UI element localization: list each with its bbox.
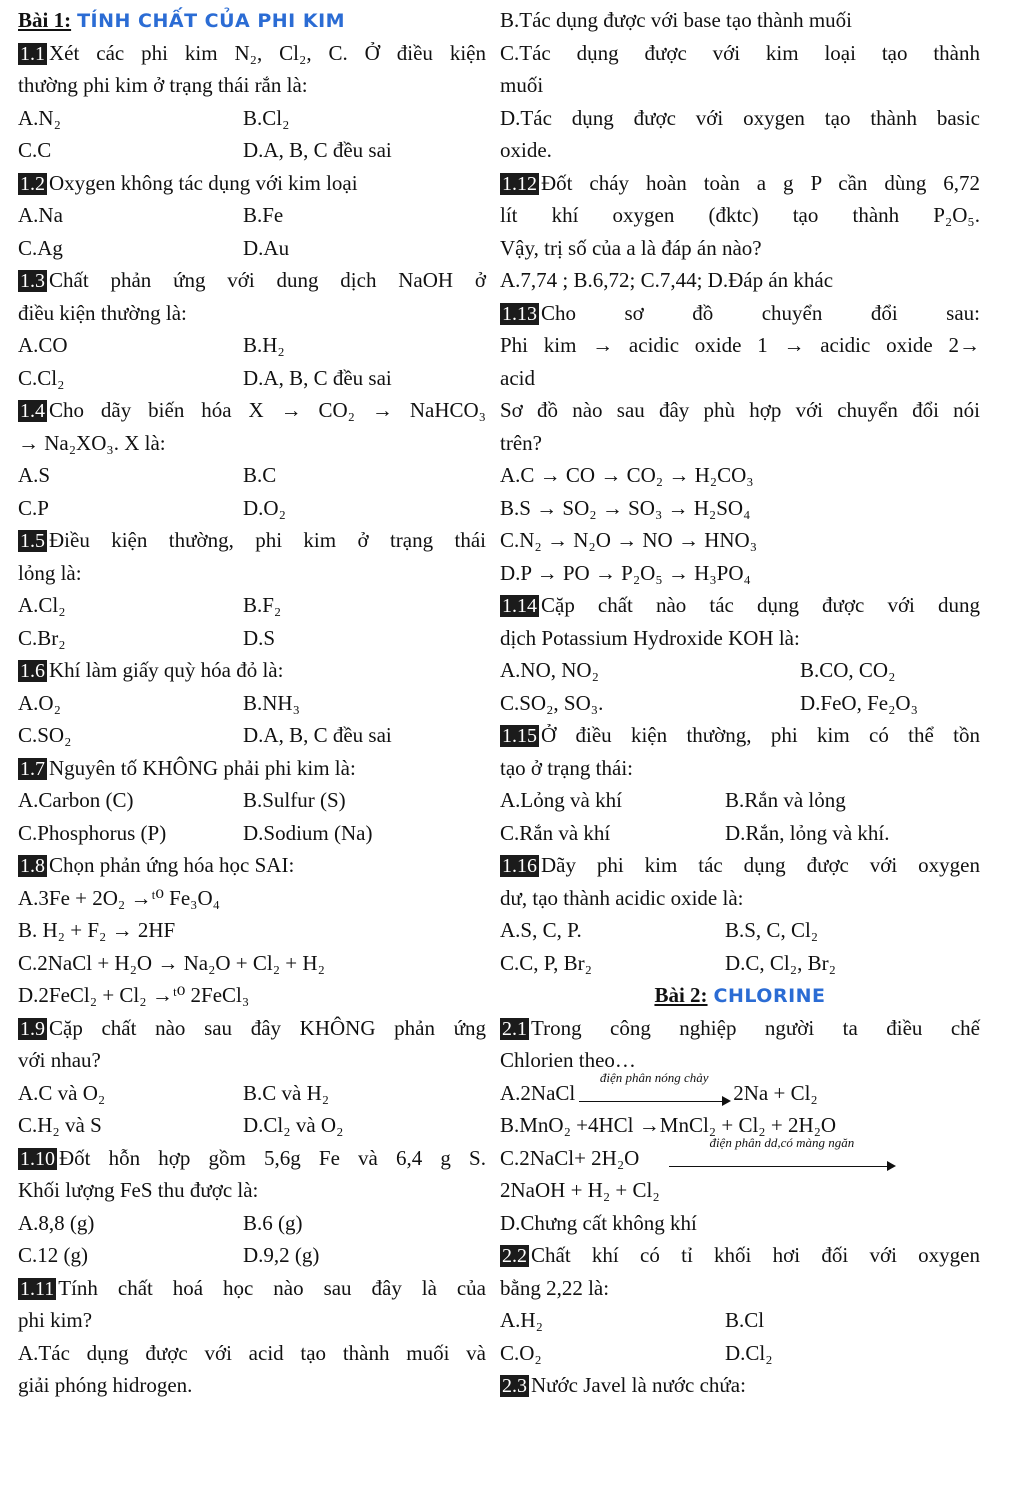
question-line bbox=[500, 199, 980, 232]
option-b: B.NH₃ bbox=[243, 690, 300, 715]
option-row bbox=[500, 784, 980, 817]
question-line bbox=[500, 849, 980, 882]
section-heading bbox=[18, 4, 486, 37]
question-line bbox=[500, 1044, 980, 1077]
option-row bbox=[500, 654, 980, 687]
option-a: A.C và O₂ bbox=[18, 1080, 106, 1105]
question-text: Cặp chất nào sau đây KHÔNG phản ứng bbox=[49, 1015, 486, 1040]
question-text: Tính chất hoá học nào sau đây là của bbox=[58, 1275, 486, 1300]
question-line bbox=[18, 524, 486, 557]
question-number: 1.8 bbox=[20, 855, 45, 877]
question-line bbox=[18, 557, 486, 590]
option-b: D.Cl₂ và O₂ bbox=[243, 1113, 344, 1137]
text-line: trên? bbox=[500, 430, 542, 455]
option-row bbox=[18, 329, 486, 362]
option-b: B.CO, CO₂ bbox=[800, 658, 896, 682]
option-a: C.Cl₂ bbox=[18, 365, 65, 390]
text-line: B.MnO₂ +4HCl →MnCl₂ + Cl₂ + 2H₂O bbox=[500, 1113, 837, 1137]
text-line: C.N₂ → N₂O → NO → HNO₃ bbox=[500, 528, 758, 552]
option-row bbox=[18, 1109, 486, 1142]
option-a: C.C bbox=[18, 138, 52, 162]
question-number: 1.10 bbox=[20, 1147, 55, 1170]
question-line bbox=[500, 1272, 980, 1305]
question-line bbox=[500, 1012, 980, 1045]
question-number: 2.3 bbox=[502, 1375, 527, 1397]
question-text: Nguyên tố KHÔNG phải phi kim là: bbox=[49, 755, 356, 780]
option-row bbox=[18, 817, 486, 850]
question-text: Phi kim → acidic oxide 1 → acidic oxide 2→ bbox=[500, 333, 980, 357]
text-line: 2NaOH + H₂ + Cl₂ bbox=[500, 1178, 660, 1202]
text-line: A.3Fe + 2O₂ →ᵗ⁰ Fe₃O₄ bbox=[18, 885, 220, 910]
text-line: A.Tác dụng được với acid tạo thành muối và bbox=[18, 1340, 486, 1365]
question-text: Đốt cháy hoàn toàn a g P cần dùng 6,72 bbox=[541, 170, 980, 195]
question-number: 1.13 bbox=[502, 302, 537, 325]
question-text: Chlorien theo… bbox=[500, 1048, 636, 1072]
option-row bbox=[18, 1077, 486, 1110]
question-line bbox=[18, 1142, 486, 1175]
question-number: 1.4 bbox=[20, 400, 45, 422]
section-label: Bài 2: bbox=[654, 983, 708, 1007]
question-number: 1.1 bbox=[20, 42, 45, 65]
option-a: C.12 (g) bbox=[18, 1243, 88, 1267]
arrow-condition: điện phân dd,có màng ngăn bbox=[709, 1134, 855, 1150]
question-text: với nhau? bbox=[18, 1048, 101, 1072]
text-line: C.Tác dụng được với kim loại tạo thành bbox=[500, 40, 980, 65]
option-b: D.S bbox=[243, 625, 276, 650]
option-a: A.H₂ bbox=[500, 1308, 543, 1332]
question-line bbox=[18, 427, 486, 460]
option-row bbox=[18, 784, 486, 817]
question-line bbox=[18, 1174, 486, 1207]
option-row bbox=[18, 1239, 486, 1272]
option-b: D.O₂ bbox=[243, 495, 286, 520]
option-b: B.Cl₂ bbox=[243, 105, 290, 130]
option-a: A.S, C, P. bbox=[500, 918, 582, 942]
option-row bbox=[18, 492, 486, 525]
option-a: A.8,8 (g) bbox=[18, 1210, 95, 1235]
question-number: 1.16 bbox=[502, 855, 537, 877]
question-text: Chọn phản ứng hóa học SAI: bbox=[49, 853, 295, 877]
question-line bbox=[500, 297, 980, 330]
question-text: phi kim? bbox=[18, 1308, 93, 1332]
question-text: Cặp chất nào tác dụng được với dung bbox=[541, 593, 980, 617]
question-text: → Na₂XO₃. X là: bbox=[18, 430, 166, 455]
question-text: lít khí oxygen (đktc) tạo thành P₂O₅. bbox=[500, 203, 980, 227]
option-a: C.Ag bbox=[18, 235, 63, 260]
question-number: 1.2 bbox=[20, 172, 45, 195]
question-number: 1.14 bbox=[502, 595, 537, 617]
question-line bbox=[500, 752, 980, 785]
option-b: B.C và H₂ bbox=[243, 1080, 330, 1105]
question-line bbox=[18, 654, 486, 687]
option-row bbox=[18, 362, 486, 395]
option-a: C.Br₂ bbox=[18, 625, 66, 650]
question-number: 2.1 bbox=[502, 1017, 527, 1040]
text-line: A.C → CO → CO₂ → H₂CO₃ bbox=[500, 463, 754, 487]
section-heading bbox=[500, 979, 980, 1012]
option-row bbox=[18, 1207, 486, 1240]
option-b: D.FeO, Fe₂O₃ bbox=[800, 690, 918, 715]
arrow-condition: điện phân nóng chảy bbox=[599, 1069, 709, 1085]
option-b: D.9,2 (g) bbox=[243, 1243, 320, 1267]
text-line: D.Tác dụng được với oxygen tạo thành basic bbox=[500, 105, 980, 130]
reaction-line bbox=[500, 1069, 980, 1110]
option-b: D.Au bbox=[243, 235, 290, 260]
question-number: 1.9 bbox=[20, 1017, 45, 1040]
text-line: B.Tác dụng được với base tạo thành muối bbox=[500, 8, 853, 32]
question-number: 1.3 bbox=[20, 270, 45, 292]
option-a: A.N₂ bbox=[18, 105, 61, 130]
question-text: Nước Javel là nước chứa: bbox=[531, 1373, 746, 1397]
question-text: lỏng là: bbox=[18, 560, 82, 585]
option-row bbox=[18, 719, 486, 752]
section-title: TÍNH CHẤT CỦA PHI KIM bbox=[77, 10, 346, 32]
question-line bbox=[500, 1239, 980, 1272]
option-b: B.F₂ bbox=[243, 593, 282, 617]
text-line: oxide. bbox=[500, 138, 552, 162]
question-text: bằng 2,22 là: bbox=[500, 1275, 610, 1300]
option-row bbox=[18, 459, 486, 492]
reaction-products: 2Na + Cl₂ bbox=[733, 1080, 818, 1105]
text-line: A.7,74 ; B.6,72; C.7,44; D.Đáp án khác bbox=[500, 268, 834, 292]
question-line bbox=[18, 849, 486, 882]
question-text: điều kiện thường là: bbox=[18, 300, 187, 325]
question-number: 1.7 bbox=[20, 757, 45, 780]
question-line bbox=[500, 589, 980, 622]
question-line bbox=[500, 232, 980, 265]
question-number: 2.2 bbox=[502, 1245, 527, 1267]
option-row bbox=[18, 589, 486, 622]
option-row bbox=[500, 687, 980, 720]
option-row bbox=[18, 687, 486, 720]
option-b: D.A, B, C đều sai bbox=[243, 723, 392, 747]
option-b: B.H₂ bbox=[243, 333, 285, 357]
question-line bbox=[18, 752, 486, 785]
option-a: C.SO₂, SO₃. bbox=[500, 690, 604, 715]
option-b: D.Cl₂ bbox=[725, 1340, 773, 1365]
text-line: B. H₂ + F₂ → 2HF bbox=[18, 918, 176, 942]
option-row bbox=[500, 1304, 980, 1337]
option-row bbox=[500, 1337, 980, 1370]
question-number: 1.11 bbox=[20, 1277, 55, 1300]
question-line bbox=[18, 297, 486, 330]
question-text: acid bbox=[500, 365, 535, 390]
option-row bbox=[500, 914, 980, 947]
question-number: 1.6 bbox=[20, 660, 45, 682]
option-b: B.S, C, Cl₂ bbox=[725, 918, 819, 942]
question-line bbox=[18, 1012, 486, 1045]
option-row bbox=[500, 817, 980, 850]
option-row bbox=[18, 102, 486, 135]
question-text: thường phi kim ở trạng thái rắn là: bbox=[18, 73, 308, 97]
question-line bbox=[500, 329, 980, 362]
option-a: C.H₂ và S bbox=[18, 1113, 102, 1137]
question-line bbox=[500, 362, 980, 395]
text-line: giải phóng hidrogen. bbox=[18, 1373, 193, 1397]
option-b: B.Fe bbox=[243, 203, 284, 227]
question-text: Dãy phi kim tác dụng được với oxygen bbox=[541, 853, 980, 877]
question-line bbox=[500, 719, 980, 752]
question-line bbox=[18, 167, 486, 200]
text-line: D.2FeCl₂ + Cl₂ →ᵗ⁰ 2FeCl₃ bbox=[18, 983, 250, 1007]
question-text: dư, tạo thành acidic oxide là: bbox=[500, 885, 744, 910]
option-b: D.Sodium (Na) bbox=[243, 820, 373, 845]
question-line bbox=[18, 37, 486, 70]
left-column bbox=[18, 4, 486, 1402]
question-text: Cho sơ đồ chuyển đổi sau: bbox=[541, 300, 980, 325]
text-line: muối bbox=[500, 73, 544, 97]
option-a: A.Na bbox=[18, 203, 63, 227]
question-text: Đốt hỗn hợp gồm 5,6g Fe và 6,4 g S. bbox=[59, 1145, 486, 1170]
reaction-reactants: C.2NaCl+ 2H₂O bbox=[500, 1145, 640, 1170]
option-b: B.C bbox=[243, 463, 277, 487]
option-a: A.CO bbox=[18, 333, 68, 357]
question-line bbox=[18, 394, 486, 427]
arrow-line bbox=[669, 1166, 894, 1167]
option-a: A.NO, NO₂ bbox=[500, 658, 599, 682]
option-a: C.Phosphorus (P) bbox=[18, 820, 167, 845]
option-a: C.O₂ bbox=[500, 1340, 542, 1365]
question-text: Oxygen không tác dụng với kim loại bbox=[49, 170, 358, 195]
option-b: D.C, Cl₂, Br₂ bbox=[725, 950, 836, 975]
option-a: A.O₂ bbox=[18, 690, 61, 715]
text-line: D.P → PO → P₂O₅ → H₃PO₄ bbox=[500, 560, 751, 585]
question-line bbox=[18, 69, 486, 102]
question-text: Xét các phi kim N₂, Cl₂, C. Ở điều kiện bbox=[49, 40, 486, 65]
text-line: B.S → SO₂ → SO₃ → H₂SO₄ bbox=[500, 495, 751, 520]
question-text: Điều kiện thường, phi kim ở trạng thái bbox=[49, 528, 486, 552]
question-text: Chất khí có tỉ khối hơi đối với oxygen bbox=[531, 1243, 980, 1267]
option-a: C.Rắn và khí bbox=[500, 820, 611, 845]
question-line bbox=[18, 1044, 486, 1077]
question-line bbox=[500, 882, 980, 915]
option-b: B.Rắn và lỏng bbox=[725, 788, 846, 812]
section-label: Bài 1: bbox=[18, 8, 72, 32]
option-row bbox=[18, 232, 486, 265]
option-b: D.A, B, C đều sai bbox=[243, 138, 392, 162]
right-column bbox=[500, 4, 980, 1402]
question-text: dịch Potassium Hydroxide KOH là: bbox=[500, 625, 800, 650]
question-line bbox=[500, 622, 980, 655]
option-row bbox=[18, 134, 486, 167]
option-b: D.A, B, C đều sai bbox=[243, 365, 392, 390]
option-b: D.Rắn, lỏng và khí. bbox=[725, 820, 890, 845]
question-line bbox=[18, 264, 486, 297]
question-line bbox=[18, 1304, 486, 1337]
option-b: B.Cl bbox=[725, 1308, 765, 1332]
reaction-line bbox=[500, 1134, 980, 1175]
question-line bbox=[500, 1369, 980, 1402]
option-a: C.SO₂ bbox=[18, 723, 72, 747]
question-text: Khí làm giấy quỳ hóa đỏ là: bbox=[49, 658, 284, 682]
option-row bbox=[500, 947, 980, 980]
question-text: Trong công nghiệp người ta điều chế bbox=[531, 1015, 980, 1040]
option-a: A.S bbox=[18, 463, 51, 487]
option-row bbox=[18, 622, 486, 655]
reaction-reactants: A.2NaCl bbox=[500, 1080, 576, 1105]
arrow-line bbox=[579, 1101, 729, 1102]
question-text: tạo ở trạng thái: bbox=[500, 755, 633, 780]
option-b: B.6 (g) bbox=[243, 1210, 303, 1235]
section-title: CHLORINE bbox=[713, 985, 826, 1007]
question-number: 1.5 bbox=[20, 530, 45, 552]
option-b: B.Sulfur (S) bbox=[243, 788, 346, 812]
option-a: A.Carbon (C) bbox=[18, 788, 134, 812]
question-text: Khối lượng FeS thu được là: bbox=[18, 1178, 259, 1202]
question-text: Ở điều kiện thường, phi kim có thể tồn bbox=[541, 723, 980, 747]
option-a: A.Cl₂ bbox=[18, 593, 66, 617]
text-line: C.2NaCl + H₂O → Na₂O + Cl₂ + H₂ bbox=[18, 950, 325, 975]
question-line bbox=[500, 167, 980, 200]
text-line: Sơ đồ nào sau đây phù hợp với chuyển đổi nói bbox=[500, 398, 980, 422]
question-text: Chất phản ứng với dung dịch NaOH ở bbox=[49, 268, 486, 292]
option-row bbox=[18, 199, 486, 232]
question-number: 1.12 bbox=[502, 172, 537, 195]
option-a: C.P bbox=[18, 495, 49, 520]
question-text: Vậy, trị số của a là đáp án nào? bbox=[500, 235, 762, 260]
option-a: A.Lỏng và khí bbox=[500, 788, 622, 812]
option-a: C.C, P, Br₂ bbox=[500, 950, 592, 975]
question-number: 1.15 bbox=[502, 725, 537, 747]
question-line bbox=[18, 1272, 486, 1305]
text-line: D.Chưng cất không khí bbox=[500, 1210, 697, 1235]
question-text: Cho dãy biến hóa X → CO₂ → NaHCO₃ bbox=[49, 398, 486, 422]
